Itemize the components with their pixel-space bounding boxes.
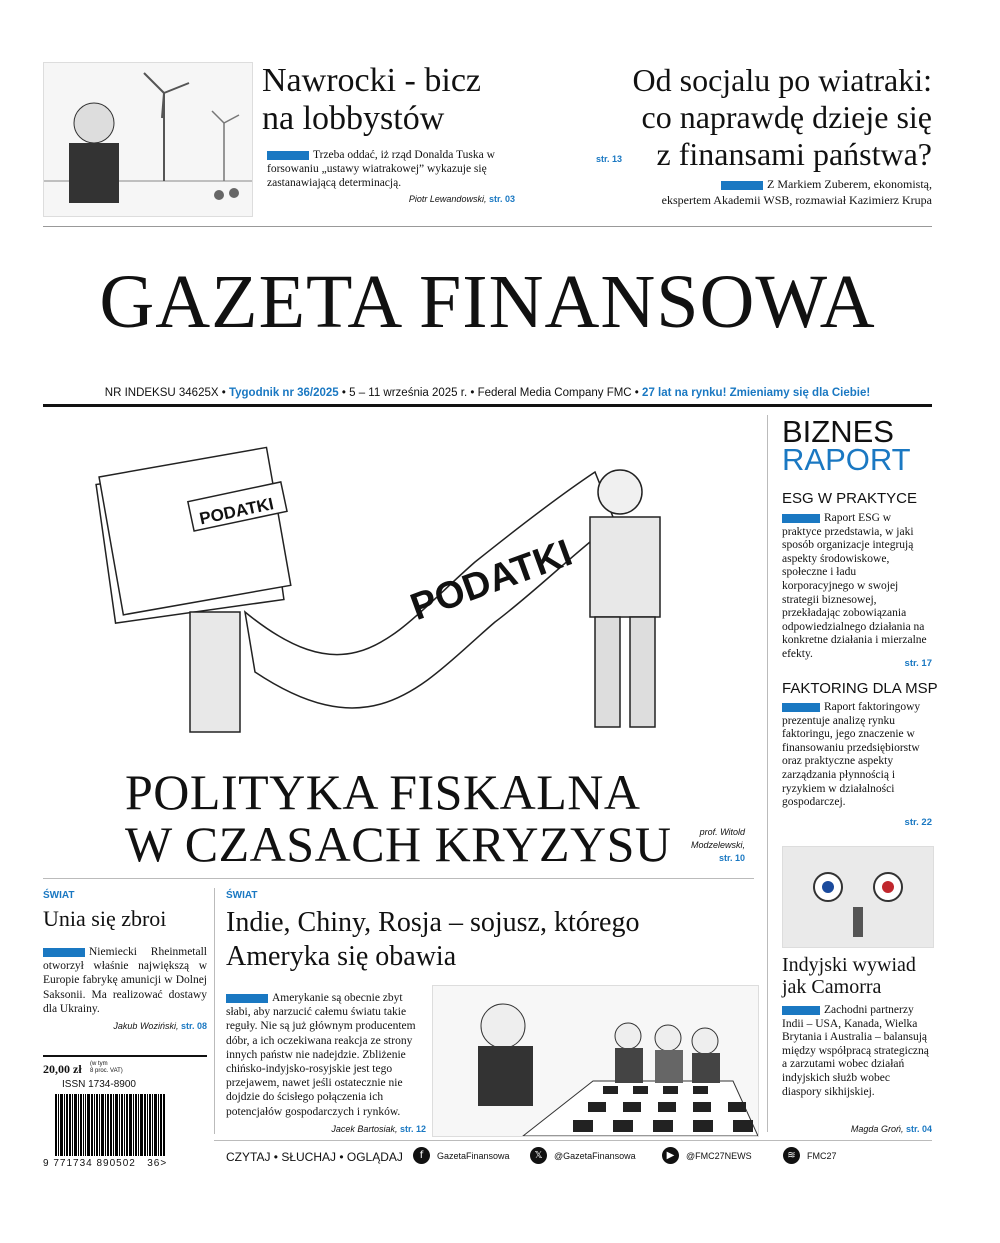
alliance-marker	[226, 994, 268, 1003]
top-rule	[43, 226, 932, 227]
top-right-byline: Z Markiem Zuberem, ekonomistą, ekspertem Akademii WSB, rozmawiał Kazimierz Krupa	[661, 177, 932, 207]
union-credit: Jakub Woziński, str. 08	[113, 1021, 207, 1031]
esg-page-ref[interactable]: str. 17	[904, 658, 932, 669]
main-credit: prof. Witold Modzelewski, str. 10	[690, 827, 745, 863]
main-illustration[interactable]	[95, 432, 745, 762]
top-left-headline[interactable]: Nawrocki - bicz na lobbystów	[262, 62, 482, 137]
esg-title[interactable]: ESG W PRAKTYCE	[782, 490, 918, 507]
page-ref: str. 08	[180, 1021, 207, 1031]
bizness-title: BIZNES RAPORT	[782, 414, 911, 477]
union-marker	[43, 948, 85, 957]
top-left-lead: Trzeba oddać, iż rząd Donalda Tuska w forsowaniu „ustawy wiatrakowej” wykazuje się zastanawiającą determinacją.	[267, 149, 495, 189]
union-section-label: ŚWIAT	[43, 890, 75, 901]
sidebar-divider	[767, 415, 768, 1132]
issn: ISSN 1734-8900	[62, 1079, 136, 1090]
page-ref: str. 10	[718, 853, 745, 863]
page-ref: str. 12	[399, 1124, 426, 1134]
factoring-text: Raport faktoringowy prezentuje analizę rynku faktoringu, jego znaczenie w finansowaniu przedsiębiorstw oraz praktyczne aspekty zarządzania płynnością i ryzykiem w działalności gospodarczej.	[782, 701, 921, 809]
barcode	[55, 1094, 205, 1156]
alliance-credit: Jacek Bartosiak, str. 12	[331, 1124, 426, 1134]
top-right-page-ref[interactable]: str. 13	[596, 154, 623, 164]
spy-credit: Magda Groń, str. 04	[850, 1124, 932, 1134]
podatki-label-large: PODATKI	[405, 532, 578, 629]
x-icon: 𝕏	[530, 1147, 547, 1164]
top-left-credit: Piotr Lewandowski, str. 03	[408, 194, 515, 204]
lower-rule	[43, 878, 754, 879]
alliance-headline[interactable]: Indie, Chiny, Rosja – sojusz, którego Ameryka się obawia	[226, 907, 640, 972]
alliance-section-label: ŚWIAT	[226, 890, 258, 901]
price: 20,00 zł	[43, 1062, 82, 1076]
top-right-headline[interactable]: Od socjalu po wiatraki: co naprawdę dzieje się z finansami państwa?	[632, 62, 932, 172]
byline-marker	[721, 181, 763, 190]
lead-marker	[267, 151, 309, 160]
spy-text: Zachodni partnerzy Indii – USA, Kanada, Wielka Brytania i Australia – balansują między współpracą strategiczną a zarzutami wobec działań indyjskich służb wobec diaspory sikhijskiej.	[782, 1004, 929, 1098]
nawrocki-cartoon	[43, 62, 253, 217]
footer-slogan: CZYTAJ • SŁUCHAJ • OGLĄDAJ	[226, 1150, 403, 1164]
podatki-label-small: PODATKI	[197, 494, 276, 529]
esg-marker	[782, 514, 820, 523]
page-ref: str. 04	[905, 1124, 932, 1134]
main-headline[interactable]: POLITYKA FISKALNA W CZASACH KRYZYSU	[125, 764, 672, 872]
alliance-divider	[214, 888, 215, 1134]
youtube-icon: ▶	[662, 1147, 679, 1164]
facebook-icon: f	[413, 1147, 430, 1164]
alliance-text: Amerykanie są obecnie zbyt słabi, aby narzucić całemu światu takie reguły. Nie są już głównym producentem dóbr, a ich oczekiwana reakcja ze strony innych państw nie nadejdzie. Zbliżenie chińsko-indyjsko-rosyjskie jest tego przejawem, nawet jeśli ostatecznie nie dojdzie do ścisłego połączenia ich potencjałów gospodarczych i rynków.	[226, 992, 416, 1118]
union-headline[interactable]: Unia się zbroi	[43, 906, 167, 931]
barcode-digits: 9 771734 890502 36>	[43, 1158, 168, 1169]
spy-headline[interactable]: Indyjski wywiad jak Camorra	[782, 954, 916, 998]
spotify-icon: ≋	[783, 1147, 800, 1164]
price-rule	[43, 1055, 207, 1057]
factoring-page-ref[interactable]: str. 22	[904, 817, 932, 828]
issue-number: Tygodnik nr 36/2025	[228, 387, 339, 399]
factoring-title[interactable]: FAKTORING DLA MSP	[782, 680, 938, 697]
tagline: 27 lat na rynku! Zmieniamy się dla Ciebie!	[642, 387, 871, 399]
masthead-rule	[43, 404, 932, 407]
youtube-link[interactable]: ▶ @FMC27NEWS	[662, 1147, 752, 1164]
spotify-link[interactable]: ≋ FMC27	[783, 1147, 837, 1164]
vat-note: (w tym 8 proc. VAT)	[90, 1061, 123, 1074]
chess-illustration[interactable]	[432, 985, 759, 1137]
union-text: Niemiecki Rheinmetall otworzył właśnie największą w Europie fabrykę amunicji w Dolnej Saksonii. Ma realizować dostawy dla Ukrainy.	[43, 946, 207, 1015]
facebook-link[interactable]: f GazetaFinansowa	[413, 1147, 510, 1164]
masthead-info-bar: NR INDEKSU 34625X • Tygodnik nr 36/2025 • 5 – 11 września 2025 r. • Federal Media Company FMC • 27 lat na rynku! Zmieniamy się dla Ciebie!	[104, 387, 871, 399]
spy-illustration[interactable]	[782, 846, 934, 948]
footer-rule	[214, 1140, 932, 1141]
factoring-marker	[782, 703, 820, 712]
page-ref: str. 03	[488, 194, 515, 204]
x-link[interactable]: 𝕏 @GazetaFinansowa	[530, 1147, 636, 1164]
spy-marker	[782, 1006, 820, 1015]
masthead-title: GAZETA FINANSOWA	[99, 260, 876, 344]
esg-text: Raport ESG w praktyce przedstawia, w jaki sposób organizacje integrują aspekty środowiskowe, społeczne i ładu korporacyjnego w swojej strategii biznesowej, przekładając zobowiązania odpowiedzialnego działania na konkretne działania i mierzalne efekty.	[782, 512, 927, 660]
